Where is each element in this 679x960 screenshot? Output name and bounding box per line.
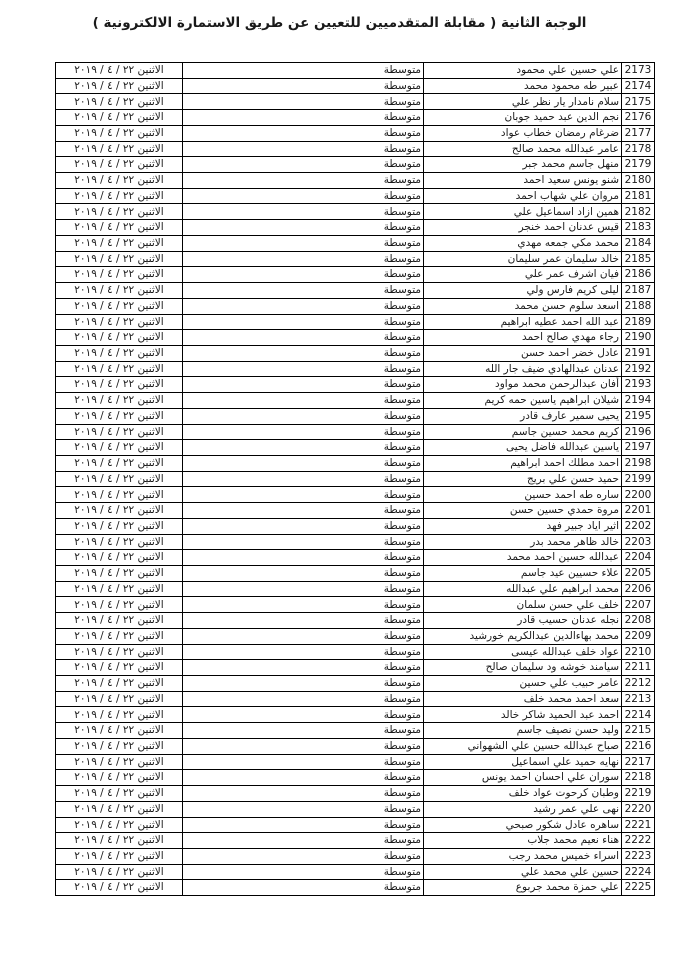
table-row xyxy=(56,534,655,550)
date-cell: الاثنين ٢٢ / ٤ / ٢٠١٩ xyxy=(56,141,183,157)
serial-cell: 2216 xyxy=(622,738,655,754)
name-cell: سيامند خوشه ود سليمان صالح xyxy=(424,660,622,676)
date-cell: الاثنين ٢٢ / ٤ / ٢٠١٩ xyxy=(56,833,183,849)
table-row xyxy=(56,188,655,204)
serial-cell: 2191 xyxy=(622,345,655,361)
table-row xyxy=(56,235,655,251)
name-cell: عبدالله حسين احمد محمد xyxy=(424,550,622,566)
serial-cell: 2182 xyxy=(622,204,655,220)
status-cell: متوسطة xyxy=(183,864,424,880)
serial-cell: 2217 xyxy=(622,754,655,770)
name-cell: رجاء مهدي صالح احمد xyxy=(424,330,622,346)
table-row xyxy=(56,707,655,723)
table-row xyxy=(56,330,655,346)
date-cell: الاثنين ٢٢ / ٤ / ٢٠١٩ xyxy=(56,613,183,629)
name-cell: عبد الله احمد عطيه ابراهيم xyxy=(424,314,622,330)
serial-cell: 2213 xyxy=(622,691,655,707)
status-cell: متوسطة xyxy=(183,361,424,377)
status-cell: متوسطة xyxy=(183,738,424,754)
status-cell: متوسطة xyxy=(183,723,424,739)
date-cell: الاثنين ٢٢ / ٤ / ٢٠١٩ xyxy=(56,330,183,346)
page-title: الوجبة الثانية ( مقابلة المتقدميين للتعيين عن طريق الاستمارة الالكترونية ) xyxy=(92,15,587,31)
serial-cell: 2210 xyxy=(622,644,655,660)
applicants-table xyxy=(55,62,655,896)
status-cell: متوسطة xyxy=(183,455,424,471)
table-row xyxy=(56,141,655,157)
serial-cell: 2180 xyxy=(622,173,655,189)
date-cell: الاثنين ٢٢ / ٤ / ٢٠١٩ xyxy=(56,817,183,833)
serial-cell: 2208 xyxy=(622,613,655,629)
table-row xyxy=(56,173,655,189)
date-cell: الاثنين ٢٢ / ٤ / ٢٠١٩ xyxy=(56,298,183,314)
date-cell: الاثنين ٢٢ / ٤ / ٢٠١٩ xyxy=(56,471,183,487)
serial-cell: 2197 xyxy=(622,440,655,456)
serial-cell: 2192 xyxy=(622,361,655,377)
table-row xyxy=(56,283,655,299)
serial-cell: 2221 xyxy=(622,817,655,833)
status-cell: متوسطة xyxy=(183,424,424,440)
date-cell: الاثنين ٢٢ / ٤ / ٢٠١٩ xyxy=(56,518,183,534)
serial-cell: 2214 xyxy=(622,707,655,723)
status-cell: متوسطة xyxy=(183,314,424,330)
name-cell: عدنان عبدالهادي ضيف جار الله xyxy=(424,361,622,377)
serial-cell: 2185 xyxy=(622,251,655,267)
status-cell: متوسطة xyxy=(183,487,424,503)
serial-cell: 2209 xyxy=(622,628,655,644)
status-cell: متوسطة xyxy=(183,267,424,283)
table-row xyxy=(56,455,655,471)
date-cell: الاثنين ٢٢ / ٤ / ٢٠١٩ xyxy=(56,220,183,236)
date-cell: الاثنين ٢٢ / ٤ / ٢٠١٩ xyxy=(56,534,183,550)
date-cell: الاثنين ٢٢ / ٤ / ٢٠١٩ xyxy=(56,864,183,880)
name-cell: خالد ظاهر محمد بدر xyxy=(424,534,622,550)
table-row xyxy=(56,471,655,487)
name-cell: هناء نعيم محمد جلاب xyxy=(424,833,622,849)
date-cell: الاثنين ٢٢ / ٤ / ٢٠١٩ xyxy=(56,440,183,456)
name-cell: نجله عدنان حسيب قادر xyxy=(424,613,622,629)
name-cell: ساره طه احمد حسين xyxy=(424,487,622,503)
status-cell: متوسطة xyxy=(183,676,424,692)
name-cell: عبير طه محمود محمد xyxy=(424,78,622,94)
serial-cell: 2202 xyxy=(622,518,655,534)
serial-cell: 2222 xyxy=(622,833,655,849)
table-row xyxy=(56,864,655,880)
table-row xyxy=(56,78,655,94)
status-cell: متوسطة xyxy=(183,440,424,456)
name-cell: ليلى كريم فارس ولي xyxy=(424,283,622,299)
status-cell: متوسطة xyxy=(183,660,424,676)
name-cell: علي حسين علي محمود xyxy=(424,63,622,79)
serial-cell: 2173 xyxy=(622,63,655,79)
date-cell: الاثنين ٢٢ / ٤ / ٢٠١٩ xyxy=(56,676,183,692)
table-row xyxy=(56,644,655,660)
table-row xyxy=(56,220,655,236)
status-cell: متوسطة xyxy=(183,534,424,550)
name-cell: محمد ابراهيم علي عبدالله xyxy=(424,581,622,597)
serial-cell: 2201 xyxy=(622,503,655,519)
date-cell: الاثنين ٢٢ / ٤ / ٢٠١٩ xyxy=(56,345,183,361)
status-cell: متوسطة xyxy=(183,78,424,94)
table-row xyxy=(56,550,655,566)
name-cell: مروة حمدي حسين حسن xyxy=(424,503,622,519)
serial-cell: 2195 xyxy=(622,408,655,424)
status-cell: متوسطة xyxy=(183,235,424,251)
status-cell: متوسطة xyxy=(183,220,424,236)
date-cell: الاثنين ٢٢ / ٤ / ٢٠١٩ xyxy=(56,581,183,597)
serial-cell: 2199 xyxy=(622,471,655,487)
name-cell: عواد خلف عبدالله عيسى xyxy=(424,644,622,660)
serial-cell: 2224 xyxy=(622,864,655,880)
name-cell: وليد حسن نصيف جاسم xyxy=(424,723,622,739)
status-cell: متوسطة xyxy=(183,707,424,723)
table-row xyxy=(56,267,655,283)
date-cell: الاثنين ٢٢ / ٤ / ٢٠١٩ xyxy=(56,644,183,660)
date-cell: الاثنين ٢٢ / ٤ / ٢٠١٩ xyxy=(56,597,183,613)
serial-cell: 2198 xyxy=(622,455,655,471)
status-cell: متوسطة xyxy=(183,880,424,896)
status-cell: متوسطة xyxy=(183,298,424,314)
serial-cell: 2186 xyxy=(622,267,655,283)
table-row xyxy=(56,204,655,220)
table-row xyxy=(56,660,655,676)
date-cell: الاثنين ٢٢ / ٤ / ٢٠١٩ xyxy=(56,566,183,582)
status-cell: متوسطة xyxy=(183,754,424,770)
date-cell: الاثنين ٢٢ / ٤ / ٢٠١٩ xyxy=(56,707,183,723)
table-row xyxy=(56,613,655,629)
date-cell: الاثنين ٢٢ / ٤ / ٢٠١٩ xyxy=(56,377,183,393)
date-cell: الاثنين ٢٢ / ٤ / ٢٠١٩ xyxy=(56,503,183,519)
name-cell: ضرغام رمضان خطاب عواد xyxy=(424,125,622,141)
date-cell: الاثنين ٢٢ / ٤ / ٢٠١٩ xyxy=(56,660,183,676)
name-cell: احمد عبد الحميد شاكر خالد xyxy=(424,707,622,723)
date-cell: الاثنين ٢٢ / ٤ / ٢٠١٩ xyxy=(56,424,183,440)
name-cell: كريم محمد حسين جاسم xyxy=(424,424,622,440)
status-cell: متوسطة xyxy=(183,471,424,487)
status-cell: متوسطة xyxy=(183,613,424,629)
date-cell: الاثنين ٢٢ / ٤ / ٢٠١٩ xyxy=(56,94,183,110)
name-cell: ساهره عادل شكور صبحي xyxy=(424,817,622,833)
status-cell: متوسطة xyxy=(183,141,424,157)
date-cell: الاثنين ٢٢ / ٤ / ٢٠١٩ xyxy=(56,770,183,786)
table-row xyxy=(56,833,655,849)
name-cell: مروان علي شهاب احمد xyxy=(424,188,622,204)
serial-cell: 2190 xyxy=(622,330,655,346)
date-cell: الاثنين ٢٢ / ٤ / ٢٠١٩ xyxy=(56,361,183,377)
name-cell: ياسين عبدالله فاضل يحيى xyxy=(424,440,622,456)
status-cell: متوسطة xyxy=(183,94,424,110)
date-cell: الاثنين ٢٢ / ٤ / ٢٠١٩ xyxy=(56,283,183,299)
date-cell: الاثنين ٢٢ / ٤ / ٢٠١٩ xyxy=(56,251,183,267)
table-row xyxy=(56,63,655,79)
serial-cell: 2175 xyxy=(622,94,655,110)
name-cell: عامر عبدالله محمد صالح xyxy=(424,141,622,157)
name-cell: علاء حسيين عيد جاسم xyxy=(424,566,622,582)
date-cell: الاثنين ٢٢ / ٤ / ٢٠١٩ xyxy=(56,880,183,896)
date-cell: الاثنين ٢٢ / ٤ / ٢٠١٩ xyxy=(56,691,183,707)
serial-cell: 2176 xyxy=(622,110,655,126)
status-cell: متوسطة xyxy=(183,597,424,613)
status-cell: متوسطة xyxy=(183,157,424,173)
name-cell: نهى علي عمر رشيد xyxy=(424,801,622,817)
status-cell: متوسطة xyxy=(183,393,424,409)
table-row xyxy=(56,597,655,613)
status-cell: متوسطة xyxy=(183,848,424,864)
status-cell: متوسطة xyxy=(183,550,424,566)
name-cell: حميد حسن علي بريج xyxy=(424,471,622,487)
status-cell: متوسطة xyxy=(183,377,424,393)
serial-cell: 2184 xyxy=(622,235,655,251)
name-cell: اسعد سلوم حسن محمد xyxy=(424,298,622,314)
status-cell: متوسطة xyxy=(183,251,424,267)
status-cell: متوسطة xyxy=(183,518,424,534)
serial-cell: 2178 xyxy=(622,141,655,157)
table-row xyxy=(56,298,655,314)
serial-cell: 2206 xyxy=(622,581,655,597)
status-cell: متوسطة xyxy=(183,801,424,817)
table-row xyxy=(56,723,655,739)
table-row xyxy=(56,440,655,456)
serial-cell: 2220 xyxy=(622,801,655,817)
name-cell: سلام نامدار يار نظر علي xyxy=(424,94,622,110)
name-cell: يحيى سمير عارف قادر xyxy=(424,408,622,424)
serial-cell: 2223 xyxy=(622,848,655,864)
date-cell: الاثنين ٢٢ / ٤ / ٢٠١٩ xyxy=(56,235,183,251)
status-cell: متوسطة xyxy=(183,110,424,126)
name-cell: أفان عبدالرحمن محمد مواود xyxy=(424,377,622,393)
name-cell: نجم الدين عبد حميد جوبان xyxy=(424,110,622,126)
name-cell: قيس عدنان احمد خنجر xyxy=(424,220,622,236)
status-cell: متوسطة xyxy=(183,833,424,849)
status-cell: متوسطة xyxy=(183,330,424,346)
table-row xyxy=(56,251,655,267)
table-row xyxy=(56,361,655,377)
date-cell: الاثنين ٢٢ / ٤ / ٢٠١٩ xyxy=(56,786,183,802)
name-cell: نهايه حميد علي اسماعيل xyxy=(424,754,622,770)
serial-cell: 2183 xyxy=(622,220,655,236)
serial-cell: 2189 xyxy=(622,314,655,330)
serial-cell: 2179 xyxy=(622,157,655,173)
date-cell: الاثنين ٢٢ / ٤ / ٢٠١٩ xyxy=(56,393,183,409)
name-cell: سوران علي احسان احمد يونس xyxy=(424,770,622,786)
status-cell: متوسطة xyxy=(183,786,424,802)
date-cell: الاثنين ٢٢ / ٤ / ٢٠١٩ xyxy=(56,801,183,817)
status-cell: متوسطة xyxy=(183,817,424,833)
serial-cell: 2194 xyxy=(622,393,655,409)
table-row xyxy=(56,848,655,864)
table-row xyxy=(56,125,655,141)
serial-cell: 2225 xyxy=(622,880,655,896)
date-cell: الاثنين ٢٢ / ٤ / ٢٠١٩ xyxy=(56,78,183,94)
table-row xyxy=(56,628,655,644)
date-cell: الاثنين ٢٢ / ٤ / ٢٠١٩ xyxy=(56,125,183,141)
name-cell: شنو يونس سعيد احمد xyxy=(424,173,622,189)
name-cell: وطبان كرحوت عواد خلف xyxy=(424,786,622,802)
table-row xyxy=(56,676,655,692)
table-row xyxy=(56,786,655,802)
name-cell: حسين علي محمد علي xyxy=(424,864,622,880)
name-cell: صباح عبدالله حسين علي الشهواني xyxy=(424,738,622,754)
date-cell: الاثنين ٢٢ / ٤ / ٢٠١٩ xyxy=(56,267,183,283)
serial-cell: 2219 xyxy=(622,786,655,802)
status-cell: متوسطة xyxy=(183,581,424,597)
serial-cell: 2215 xyxy=(622,723,655,739)
name-cell: خلف علي حسن سلمان xyxy=(424,597,622,613)
name-cell: سعد احمد محمد خلف xyxy=(424,691,622,707)
table-row xyxy=(56,503,655,519)
date-cell: الاثنين ٢٢ / ٤ / ٢٠١٩ xyxy=(56,63,183,79)
serial-cell: 2204 xyxy=(622,550,655,566)
serial-cell: 2212 xyxy=(622,676,655,692)
status-cell: متوسطة xyxy=(183,188,424,204)
name-cell: خالد سليمان عمر سليمان xyxy=(424,251,622,267)
serial-cell: 2174 xyxy=(622,78,655,94)
name-cell: شيلان ابراهيم ياسين حمه كريم xyxy=(424,393,622,409)
table-row xyxy=(56,424,655,440)
serial-cell: 2187 xyxy=(622,283,655,299)
table-row xyxy=(56,566,655,582)
status-cell: متوسطة xyxy=(183,503,424,519)
table-row xyxy=(56,377,655,393)
date-cell: الاثنين ٢٢ / ٤ / ٢٠١٩ xyxy=(56,550,183,566)
status-cell: متوسطة xyxy=(183,204,424,220)
table-row xyxy=(56,581,655,597)
date-cell: الاثنين ٢٢ / ٤ / ٢٠١٩ xyxy=(56,204,183,220)
name-cell: همين ازاد اسماعيل علي xyxy=(424,204,622,220)
table-row xyxy=(56,94,655,110)
table-row xyxy=(56,408,655,424)
date-cell: الاثنين ٢٢ / ٤ / ٢٠١٩ xyxy=(56,455,183,471)
table-row xyxy=(56,314,655,330)
status-cell: متوسطة xyxy=(183,173,424,189)
date-cell: الاثنين ٢٢ / ٤ / ٢٠١٩ xyxy=(56,408,183,424)
serial-cell: 2193 xyxy=(622,377,655,393)
status-cell: متوسطة xyxy=(183,770,424,786)
serial-cell: 2196 xyxy=(622,424,655,440)
table-row xyxy=(56,801,655,817)
name-cell: عامر حبيب علي حسين xyxy=(424,676,622,692)
serial-cell: 2211 xyxy=(622,660,655,676)
name-cell: عادل خضر احمد حسن xyxy=(424,345,622,361)
name-cell: فيان اشرف عمر علي xyxy=(424,267,622,283)
status-cell: متوسطة xyxy=(183,125,424,141)
status-cell: متوسطة xyxy=(183,283,424,299)
name-cell: منهل جاسم محمد جبر xyxy=(424,157,622,173)
status-cell: متوسطة xyxy=(183,63,424,79)
status-cell: متوسطة xyxy=(183,691,424,707)
serial-cell: 2188 xyxy=(622,298,655,314)
date-cell: الاثنين ٢٢ / ٤ / ٢٠١٩ xyxy=(56,314,183,330)
name-cell: اثير اياد جبير فهد xyxy=(424,518,622,534)
date-cell: الاثنين ٢٢ / ٤ / ٢٠١٩ xyxy=(56,628,183,644)
date-cell: الاثنين ٢٢ / ٤ / ٢٠١٩ xyxy=(56,157,183,173)
status-cell: متوسطة xyxy=(183,408,424,424)
date-cell: الاثنين ٢٢ / ٤ / ٢٠١٩ xyxy=(56,848,183,864)
table-row xyxy=(56,754,655,770)
status-cell: متوسطة xyxy=(183,644,424,660)
table-row xyxy=(56,110,655,126)
serial-cell: 2207 xyxy=(622,597,655,613)
table-row xyxy=(56,518,655,534)
table-row xyxy=(56,880,655,896)
table-row xyxy=(56,770,655,786)
name-cell: اسراء خميس محمد رجب xyxy=(424,848,622,864)
status-cell: متوسطة xyxy=(183,566,424,582)
date-cell: الاثنين ٢٢ / ٤ / ٢٠١٩ xyxy=(56,188,183,204)
table-row xyxy=(56,487,655,503)
status-cell: متوسطة xyxy=(183,345,424,361)
date-cell: الاثنين ٢٢ / ٤ / ٢٠١٩ xyxy=(56,173,183,189)
serial-cell: 2218 xyxy=(622,770,655,786)
table-body xyxy=(56,63,655,896)
table-row xyxy=(56,691,655,707)
table-row xyxy=(56,157,655,173)
serial-cell: 2205 xyxy=(622,566,655,582)
date-cell: الاثنين ٢٢ / ٤ / ٢٠١٩ xyxy=(56,487,183,503)
date-cell: الاثنين ٢٢ / ٤ / ٢٠١٩ xyxy=(56,723,183,739)
date-cell: الاثنين ٢٢ / ٤ / ٢٠١٩ xyxy=(56,754,183,770)
name-cell: علي حمزة محمد جربوع xyxy=(424,880,622,896)
table-row xyxy=(56,393,655,409)
serial-cell: 2181 xyxy=(622,188,655,204)
table-row xyxy=(56,738,655,754)
status-cell: متوسطة xyxy=(183,628,424,644)
table-row xyxy=(56,817,655,833)
name-cell: محمد مكي جمعه مهدي xyxy=(424,235,622,251)
name-cell: محمد بهاءالدين عبدالكريم خورشيد xyxy=(424,628,622,644)
date-cell: الاثنين ٢٢ / ٤ / ٢٠١٩ xyxy=(56,110,183,126)
serial-cell: 2177 xyxy=(622,125,655,141)
serial-cell: 2203 xyxy=(622,534,655,550)
table-row xyxy=(56,345,655,361)
date-cell: الاثنين ٢٢ / ٤ / ٢٠١٩ xyxy=(56,738,183,754)
name-cell: احمد مطلك احمد ابراهيم xyxy=(424,455,622,471)
serial-cell: 2200 xyxy=(622,487,655,503)
